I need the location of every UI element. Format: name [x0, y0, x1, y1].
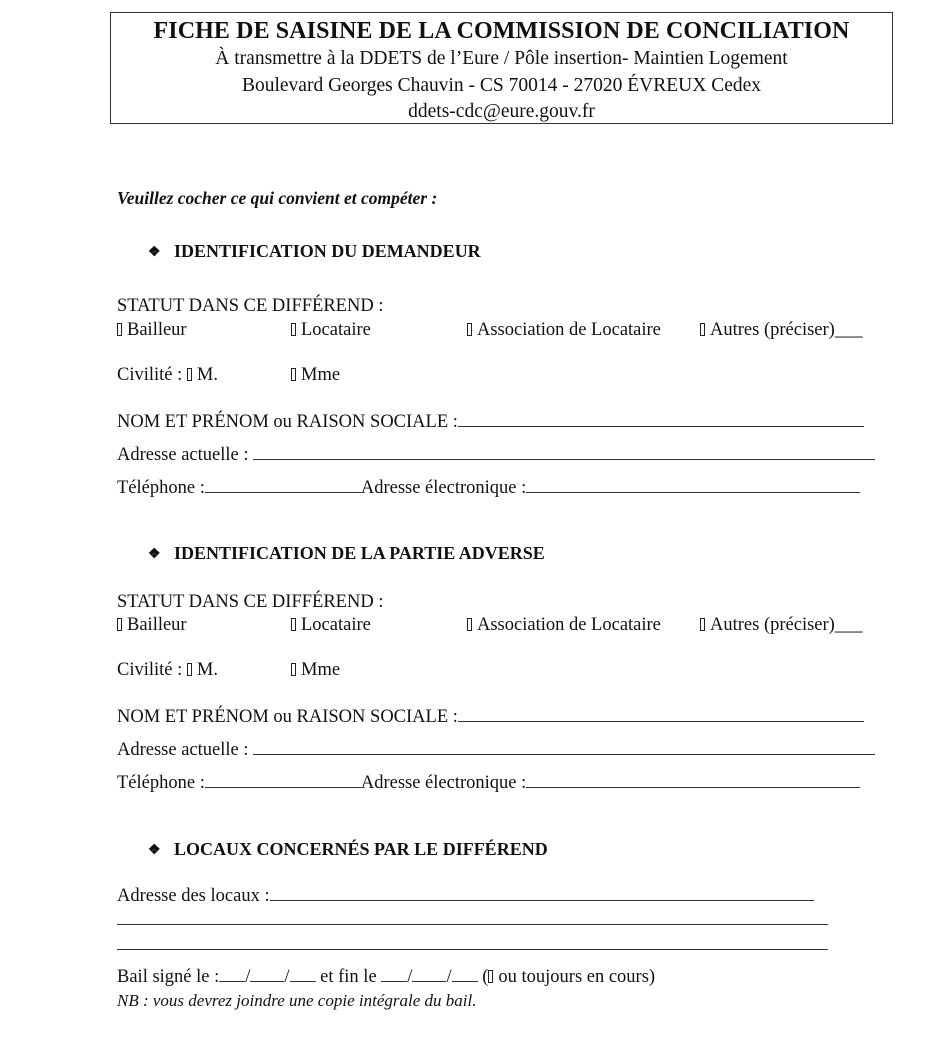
civilite-m[interactable]: M.	[196, 660, 218, 680]
checkbox-icon[interactable]	[187, 368, 192, 381]
section-title-text: IDENTIFICATION DU DEMANDEUR	[174, 241, 481, 261]
demandeur-statut-association[interactable]: Association de Locataire	[467, 319, 661, 341]
demandeur-adresse-field[interactable]	[253, 443, 875, 460]
form-title: FICHE DE SAISINE DE LA COMMISSION DE CONCILIATION	[153, 18, 850, 44]
bail-debut-jour[interactable]	[219, 965, 245, 982]
locaux-adresse-field[interactable]	[270, 884, 814, 901]
section-locaux-title	[148, 838, 548, 862]
section-demandeur-title	[148, 240, 481, 264]
bail-en-cours-label: ou toujours en cours)	[498, 967, 656, 987]
checkbox-icon[interactable]	[700, 323, 705, 336]
checkbox-icon[interactable]	[467, 618, 472, 631]
demandeur-statut-autres[interactable]: Autres (préciser)___	[700, 319, 863, 341]
header-recipient: À transmettre à la DDETS de l’Eure / Pôle insertion- Maintien Logement	[215, 48, 788, 69]
intro-instruction: Veuillez cocher ce qui convient et compéter :	[117, 188, 438, 208]
section-title-text: LOCAUX CONCERNÉS PAR LE DIFFÉREND	[174, 839, 548, 859]
section-adverse-title	[148, 542, 545, 566]
demandeur-nom-row: NOM ET PRÉNOM ou RAISON SOCIALE :	[117, 410, 864, 433]
adverse-civilite-mme[interactable]: Mme	[291, 659, 340, 681]
adverse-statut-association[interactable]: Association de Locataire	[467, 614, 661, 636]
adverse-telephone-field[interactable]	[205, 771, 361, 788]
adverse-statut-locataire[interactable]: Locataire	[291, 614, 371, 636]
adverse-civilite: Civilité : M.	[117, 660, 218, 680]
nb-note: NB : vous devrez joindre une copie intégrale du bail.	[117, 991, 477, 1010]
section-title-text: IDENTIFICATION DE LA PARTIE ADVERSE	[174, 543, 545, 563]
header-address: Boulevard Georges Chauvin - CS 70014 - 27020 ÉVREUX Cedex	[241, 74, 762, 96]
checkbox-icon[interactable]	[117, 618, 122, 631]
locaux-adresse-line-2[interactable]	[117, 923, 828, 925]
demandeur-email-field[interactable]	[526, 476, 860, 493]
demandeur-civilite-mme[interactable]: Mme	[291, 364, 340, 386]
header-email: ddets-cdc@eure.gouv.fr	[408, 101, 595, 122]
checkbox-icon[interactable]	[467, 323, 472, 336]
checkbox-icon[interactable]	[488, 970, 493, 983]
bail-debut-annee[interactable]	[290, 965, 316, 982]
checkbox-icon[interactable]	[117, 323, 122, 336]
adverse-nom-row: NOM ET PRÉNOM ou RAISON SOCIALE :	[117, 705, 864, 728]
checkbox-icon[interactable]	[291, 663, 296, 676]
adverse-statut-label: STATUT DANS CE DIFFÉREND :	[117, 592, 384, 612]
adverse-email-field[interactable]	[526, 771, 860, 788]
demandeur-telephone-field[interactable]	[205, 476, 361, 493]
checkbox-icon[interactable]	[291, 618, 296, 631]
locaux-adresse-row: Adresse des locaux :	[117, 884, 814, 907]
checkbox-icon[interactable]	[187, 663, 192, 676]
bail-dates-row: Bail signé le : / / et fin le / / ( ou toujours en cours)	[117, 967, 656, 987]
demandeur-statut-locataire[interactable]: Locataire	[291, 319, 371, 341]
adverse-statut-autres[interactable]: Autres (préciser)___	[700, 614, 863, 636]
demandeur-nom-field[interactable]	[458, 410, 864, 427]
demandeur-statut-bailleur[interactable]: Bailleur	[117, 319, 187, 341]
diamond-bullet-icon: ❖	[148, 547, 161, 562]
demandeur-civilite: Civilité : M.	[117, 365, 218, 385]
adverse-contact-row: Téléphone : Adresse électronique :	[117, 771, 860, 794]
checkbox-icon[interactable]	[291, 368, 296, 381]
bail-debut-mois[interactable]	[250, 965, 284, 982]
diamond-bullet-icon: ❖	[148, 245, 161, 260]
bail-fin-jour[interactable]	[381, 965, 407, 982]
demandeur-adresse-row: Adresse actuelle :	[117, 443, 875, 466]
adverse-adresse-row: Adresse actuelle :	[117, 738, 875, 761]
header-box	[110, 12, 893, 124]
demandeur-statut-label: STATUT DANS CE DIFFÉREND :	[117, 296, 384, 316]
adverse-adresse-field[interactable]	[253, 738, 875, 755]
demandeur-contact-row: Téléphone : Adresse électronique :	[117, 476, 860, 499]
adverse-statut-bailleur[interactable]: Bailleur	[117, 614, 187, 636]
checkbox-icon[interactable]	[291, 323, 296, 336]
bail-fin-annee[interactable]	[452, 965, 478, 982]
diamond-bullet-icon: ❖	[148, 843, 161, 858]
adverse-nom-field[interactable]	[458, 705, 864, 722]
civilite-m[interactable]: M.	[196, 365, 218, 385]
checkbox-icon[interactable]	[700, 618, 705, 631]
locaux-adresse-line-3[interactable]	[117, 948, 828, 950]
bail-fin-mois[interactable]	[412, 965, 446, 982]
